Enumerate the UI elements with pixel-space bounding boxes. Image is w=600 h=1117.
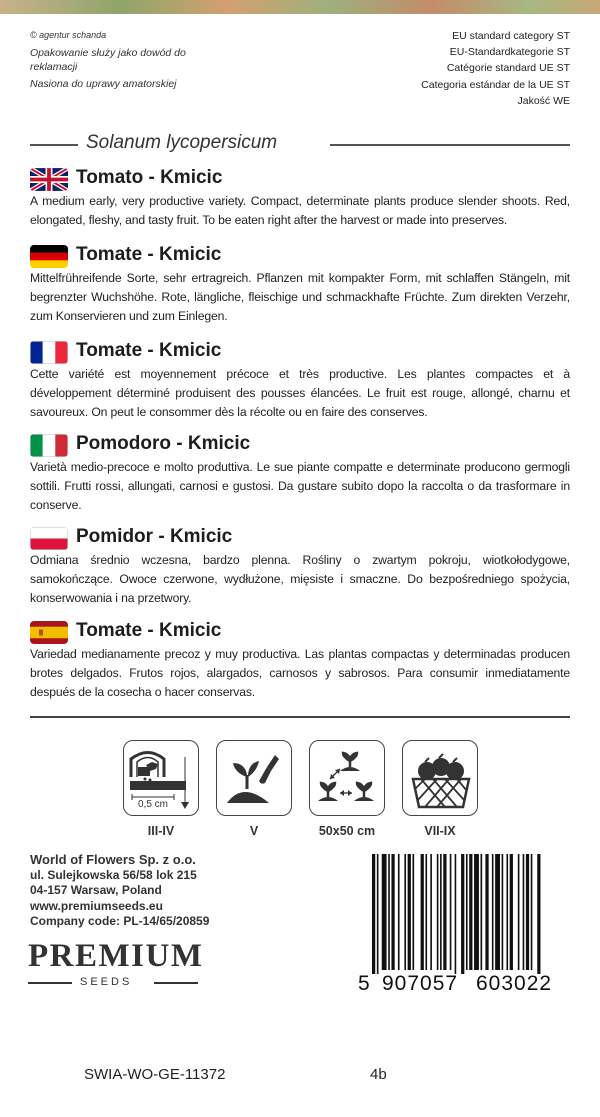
planting-trowel-icon xyxy=(216,740,292,816)
divider-left xyxy=(30,144,78,146)
barcode-bar xyxy=(474,854,479,970)
barcode-bar xyxy=(377,854,379,974)
section-description: Mittelfrühreifende Sorte, sehr ertragreich. Pflanzen mit kompakter Form, mit schlaffen Stängeln, mit begrenzter Wuchshöhe. Rote, längliche, fleischige und schmackhafte Früchte. Zum direkten Verzehr, zum Konservieren und zum Einlegen. xyxy=(30,271,570,323)
section-italian xyxy=(30,432,570,515)
spacing-icon xyxy=(309,740,385,816)
section-description: A medium early, very productive variety. Compact, determinate plants produce slender shoots. Red, elongated, fleshy, and tasty fruit. To be eaten right after the harvest or made into preserves. xyxy=(30,194,570,227)
eu-category-fr: Catégorie standard UE ST xyxy=(446,62,570,75)
barcode-bar xyxy=(510,854,513,970)
page-number: 4b xyxy=(370,1066,387,1083)
section-description: Varietà medio-precoce e molto produttiva. Le sue piante compatte e determinate producono germogli sottili. Frutti rossi, allungati, carnosi e gustosi. Da gustare subito dopo la raccolta o da trasformare in conserve. xyxy=(30,460,570,512)
eu-category-pl: Jakość WE xyxy=(517,94,570,107)
barcode-group-1: 907057 xyxy=(382,972,459,995)
company-city: 04-157 Warsaw, Poland xyxy=(30,883,162,897)
planting-period-label: V xyxy=(249,824,259,838)
barcode-bar xyxy=(421,854,424,970)
barcode-bar xyxy=(537,854,540,974)
top-photo-strip xyxy=(0,0,600,14)
section-description: Variedad medianamente precoz y muy productiva. Las plantas compactas y determinadas producen brotes delgados. Frutos rojos, alargados, carnosos y sabrosos. Para consumir inmediatamente después de la cosecha o hacer conservas. xyxy=(30,647,570,699)
company-street: ul. Sulejkowska 56/58 lok 215 xyxy=(30,867,197,882)
barcode-bars xyxy=(358,854,570,974)
germany-flag xyxy=(30,245,68,268)
section-spanish xyxy=(30,619,570,702)
harvest-period-label: VII-IX xyxy=(424,824,456,838)
barcode-bar xyxy=(425,854,427,970)
section-polish xyxy=(30,525,570,608)
uk-flag xyxy=(30,168,68,191)
barcode-bar xyxy=(391,854,394,970)
company-code: Company code: PL-14/65/20859 xyxy=(30,914,210,928)
section-german xyxy=(30,243,570,326)
barcode-bar xyxy=(461,854,464,974)
section-title: Tomato - Kmicic xyxy=(76,167,223,188)
spacing-label: 50x50 cm xyxy=(318,824,376,838)
eu-category-de: EU-Standardkategorie ST xyxy=(449,46,570,59)
sowing-period-label: III-IV xyxy=(147,824,175,838)
section-english xyxy=(30,166,570,230)
barcode-bar xyxy=(523,854,525,970)
species-name: Solanum lycopersicum xyxy=(86,132,278,153)
barcode-first-digit: 5 xyxy=(358,972,371,995)
barcode-bar xyxy=(388,854,390,970)
premium-seeds-logo xyxy=(28,938,204,990)
section-description: Odmiana średnio wczesna, bardzo plenna. Rośliny o zwartym pokroju, wiotkołodygowe, samokończące. Owoce czerwone, wydłużone, mięsiste i smaczne. Do bezpośredniego spożycia, konserwowania i na przetwory. xyxy=(30,553,570,605)
company-name: World of Flowers Sp. z o.o. xyxy=(30,852,196,867)
barcode-bar xyxy=(408,854,411,970)
company-website[interactable]: www.premiumseeds.eu xyxy=(30,898,163,913)
species-heading xyxy=(30,130,570,158)
section-title: Tomate - Kmicic xyxy=(76,620,222,641)
section-title: Tomate - Kmicic xyxy=(76,244,222,265)
france-flag xyxy=(30,341,68,364)
barcode-bar xyxy=(437,854,439,970)
barcode-bar xyxy=(430,854,432,970)
barcode-bar xyxy=(455,854,457,974)
company-info xyxy=(30,852,209,930)
barcode-bar xyxy=(450,854,452,970)
greenhouse-sowing-icon xyxy=(123,740,199,816)
barcode-bar xyxy=(492,854,494,970)
italy-flag xyxy=(30,434,68,457)
barcode-bar xyxy=(372,854,375,974)
logo-seeds-text: SEEDS xyxy=(80,976,133,988)
eu-category-es: Categoria estándar de la UE ST xyxy=(421,78,570,91)
product-code: SWIA-WO-GE-11372 xyxy=(84,1066,226,1083)
section-description: Cette variété est moyennement précoce et très productive. Les plantes compactes et à développement déterminé produisent des pousses élancées. Le fruit est rouge, allongé, charnu et savoureux. On peut le consommer dès la récolte ou en faire des conserves. xyxy=(30,367,570,419)
logo-bar-right xyxy=(154,982,198,984)
amateur-note: Nasiona do uprawy amatorskiej xyxy=(30,78,177,90)
barcode-bar xyxy=(413,854,415,970)
barcode-bar xyxy=(404,854,406,970)
section-french xyxy=(30,339,570,422)
barcode-bar xyxy=(531,854,533,970)
barcode-bar xyxy=(443,854,446,970)
barcode-bar xyxy=(526,854,529,970)
spain-flag xyxy=(30,621,68,644)
barcode-group-2: 603022 xyxy=(476,972,553,995)
section-title: Pomodoro - Kmicic xyxy=(76,433,251,454)
section-title: Tomate - Kmicic xyxy=(76,340,222,361)
barcode-bar xyxy=(466,854,468,970)
divider-right xyxy=(330,144,570,146)
barcode-bar xyxy=(481,854,483,970)
poland-flag xyxy=(30,527,68,550)
barcode-bar xyxy=(440,854,442,970)
logo-premium-text: PREMIUM xyxy=(28,938,204,974)
logo-bar-left xyxy=(28,982,72,984)
barcode-bar xyxy=(398,854,400,970)
sowing-depth-label: 0,5 cm xyxy=(138,799,169,810)
eu-category-en: EU standard category ST xyxy=(452,30,570,42)
barcode-bar xyxy=(469,854,472,970)
barcode-bar xyxy=(502,854,504,970)
header-right xyxy=(310,28,570,109)
section-divider xyxy=(30,716,570,718)
harvest-basket-icon xyxy=(402,740,478,816)
agency-credit: © agentur schanda xyxy=(30,30,107,40)
section-title: Pomidor - Kmicic xyxy=(76,526,233,547)
barcode-bar xyxy=(382,854,387,970)
barcode-bar xyxy=(495,854,500,970)
header-left xyxy=(30,28,230,94)
barcode-bar xyxy=(506,854,508,970)
ean-barcode xyxy=(358,854,570,1004)
complaint-note: Opakowanie służy jako dowód do reklamacji xyxy=(30,47,186,73)
barcode-bar xyxy=(518,854,520,970)
barcode-bar xyxy=(485,854,488,970)
